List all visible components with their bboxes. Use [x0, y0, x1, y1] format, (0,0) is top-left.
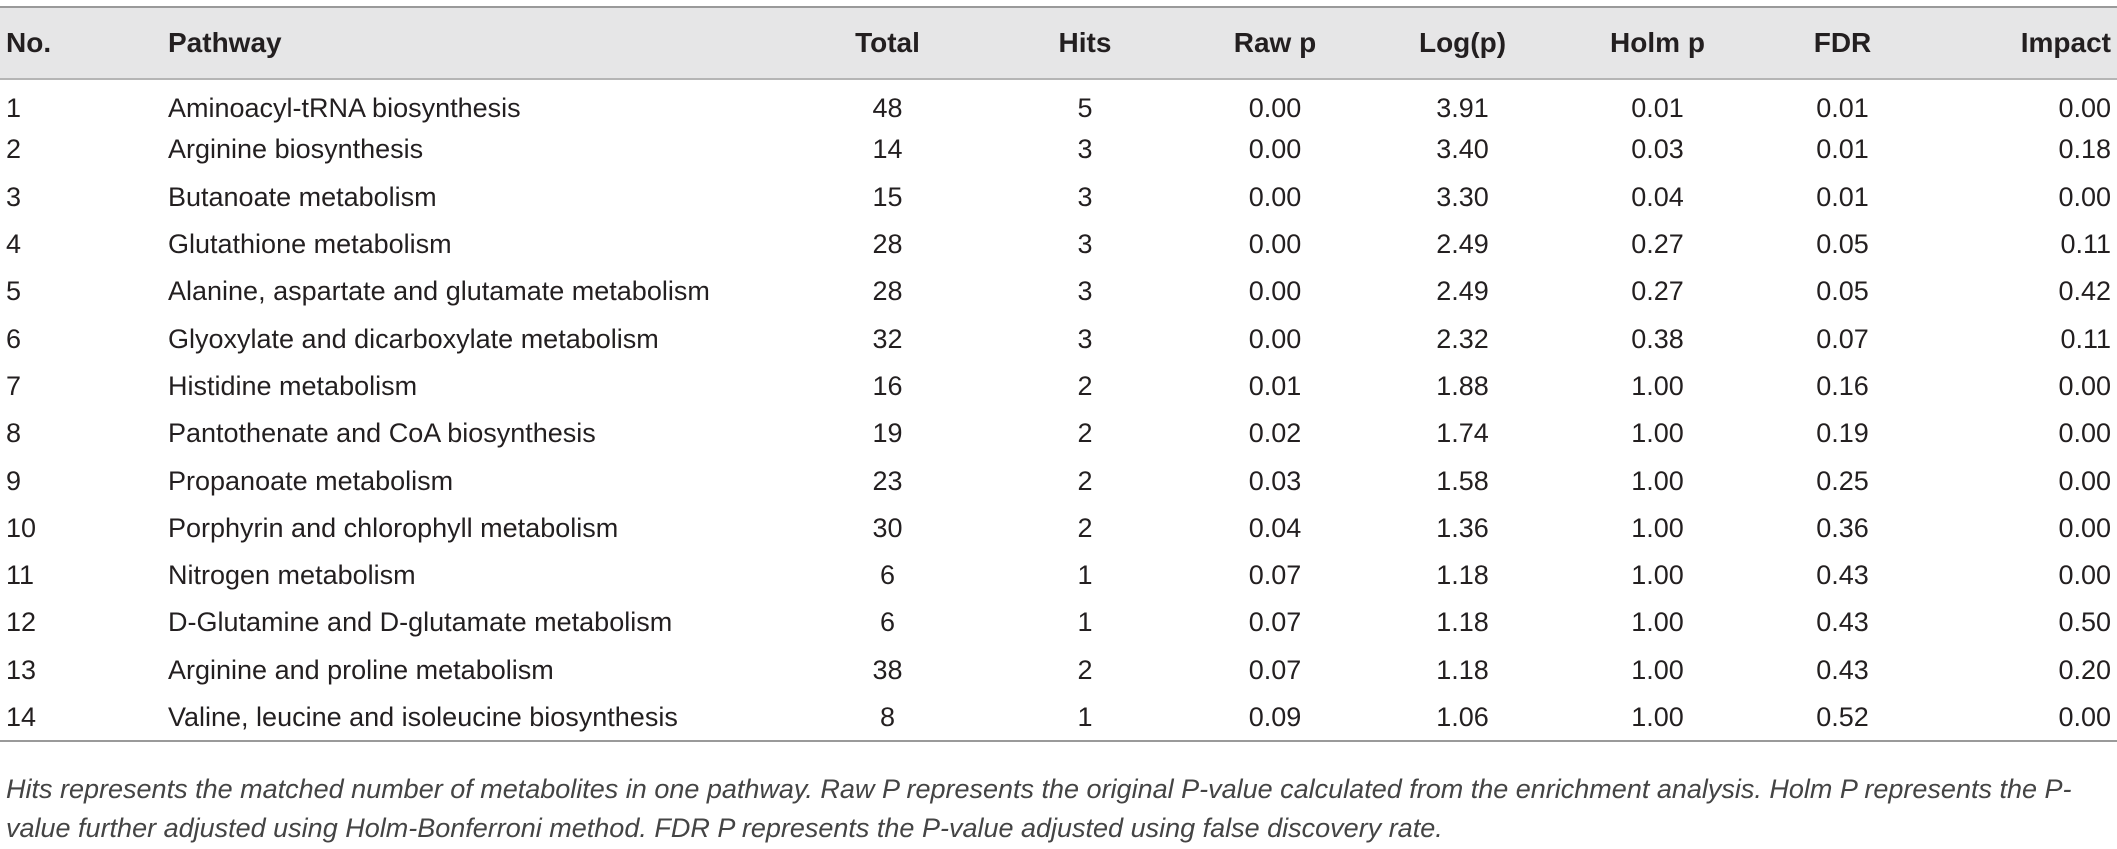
header-holm-p: Holm p [1560, 7, 1755, 79]
cell-no: 9 [6, 465, 22, 496]
cell-holm-p: 1.00 [1631, 370, 1684, 401]
cell-raw-p: 0.07 [1248, 607, 1302, 638]
cell-impact: 0.00 [2058, 465, 2111, 496]
cell-hits: 1 [1077, 607, 1093, 638]
cell-fdr: 0.36 [1816, 512, 1869, 543]
cell-hits: 2 [1077, 512, 1093, 543]
table-row [0, 410, 2117, 457]
cell-raw-p: 0.07 [1248, 560, 1302, 591]
cell-impact: 0.18 [2058, 134, 2111, 165]
cell-impact: 0.00 [2058, 560, 2111, 591]
table-row [0, 268, 2117, 315]
cell-holm-p: 0.03 [1631, 134, 1684, 165]
cell-hits: 1 [1077, 560, 1093, 591]
cell-impact: 0.11 [2060, 323, 2111, 354]
cell-holm-p: 1.00 [1631, 465, 1684, 496]
table-row [0, 694, 2117, 741]
cell-pathway: Arginine biosynthesis [168, 134, 424, 165]
cell-total: 15 [872, 181, 903, 212]
cell-pathway: Arginine and proline metabolism [168, 654, 554, 685]
table-body [0, 79, 2117, 741]
table-row [0, 174, 2117, 221]
cell-pathway: Porphyrin and chlorophyll metabolism [168, 512, 619, 543]
cell-no: 7 [6, 370, 22, 401]
cell-log-p: 2.32 [1436, 323, 1489, 354]
cell-holm-p: 1.00 [1631, 607, 1684, 638]
cell-fdr: 0.16 [1816, 370, 1869, 401]
cell-fdr: 0.05 [1816, 229, 1869, 260]
cell-fdr: 0.01 [1816, 134, 1869, 165]
cell-total: 38 [872, 654, 903, 685]
cell-fdr: 0.52 [1755, 694, 1930, 741]
cell-raw-p: 0.03 [1248, 465, 1302, 496]
cell-log-p: 2.49 [1436, 229, 1489, 260]
cell-no: 14 [0, 694, 168, 741]
cell-log-p: 3.30 [1436, 181, 1489, 212]
cell-pathway: Valine, leucine and isoleucine biosynthesis [168, 694, 790, 741]
cell-total: 19 [872, 418, 903, 449]
cell-total: 30 [872, 512, 903, 543]
cell-total: 28 [872, 229, 903, 260]
cell-impact: 0.00 [2058, 181, 2111, 212]
cell-log-p: 1.36 [1436, 512, 1489, 543]
cell-hits: 5 [1077, 92, 1093, 123]
cell-hits: 2 [1077, 654, 1093, 685]
cell-fdr: 0.43 [1816, 607, 1869, 638]
cell-holm-p: 0.27 [1631, 229, 1684, 260]
pathway-table-container [0, 6, 2117, 742]
cell-impact: 0.00 [2058, 512, 2111, 543]
cell-log-p: 1.74 [1436, 418, 1489, 449]
cell-hits: 2 [1077, 418, 1093, 449]
cell-hits: 3 [1077, 181, 1093, 212]
cell-raw-p: 0.00 [1248, 134, 1302, 165]
cell-holm-p: 1.00 [1631, 512, 1684, 543]
cell-raw-p: 0.00 [1248, 92, 1302, 123]
cell-fdr: 0.25 [1816, 465, 1869, 496]
cell-log-p: 2.49 [1436, 276, 1489, 307]
cell-total: 23 [872, 465, 903, 496]
table-row [0, 363, 2117, 410]
cell-raw-p: 0.00 [1248, 181, 1302, 212]
cell-pathway: Histidine metabolism [168, 370, 418, 401]
cell-impact: 0.42 [2058, 276, 2111, 307]
cell-impact: 0.00 [2058, 370, 2111, 401]
cell-no: 3 [6, 181, 22, 212]
cell-total: 48 [872, 92, 903, 123]
cell-raw-p: 0.00 [1248, 276, 1302, 307]
cell-hits: 3 [1077, 229, 1093, 260]
header-pathway: Pathway [168, 7, 790, 79]
cell-holm-p: 1.00 [1631, 560, 1684, 591]
cell-raw-p: 0.09 [1185, 694, 1365, 741]
cell-pathway: Glutathione metabolism [168, 229, 452, 260]
table-row [0, 79, 2117, 126]
cell-log-p: 1.18 [1436, 607, 1489, 638]
cell-holm-p: 0.04 [1631, 181, 1684, 212]
cell-impact: 0.50 [2058, 607, 2111, 638]
cell-raw-p: 0.00 [1248, 229, 1302, 260]
cell-no: 1 [6, 92, 22, 123]
cell-no: 8 [6, 418, 22, 449]
cell-holm-p: 0.38 [1631, 323, 1684, 354]
table-row [0, 599, 2117, 646]
cell-holm-p: 1.00 [1560, 694, 1755, 741]
cell-log-p: 1.58 [1436, 465, 1489, 496]
cell-total: 6 [879, 607, 896, 638]
cell-pathway: Aminoacyl-tRNA biosynthesis [168, 92, 521, 123]
table-row [0, 315, 2117, 362]
cell-raw-p: 0.07 [1248, 654, 1302, 685]
cell-log-p: 3.40 [1436, 134, 1489, 165]
cell-fdr: 0.07 [1816, 323, 1869, 354]
cell-pathway: Pantothenate and CoA biosynthesis [168, 418, 596, 449]
cell-no: 12 [6, 607, 37, 638]
cell-holm-p: 1.00 [1631, 418, 1684, 449]
cell-no: 2 [6, 134, 22, 165]
cell-total: 28 [872, 276, 903, 307]
cell-hits: 1 [985, 694, 1185, 741]
cell-raw-p: 0.04 [1248, 512, 1302, 543]
table-row [0, 457, 2117, 504]
cell-fdr: 0.05 [1816, 276, 1869, 307]
cell-hits: 3 [1077, 323, 1093, 354]
cell-fdr: 0.01 [1816, 181, 1869, 212]
header-no: No. [0, 7, 168, 79]
cell-pathway: Propanoate metabolism [168, 465, 454, 496]
header-hits: Hits [985, 7, 1185, 79]
cell-log-p: 3.91 [1436, 92, 1489, 123]
cell-no: 6 [6, 323, 22, 354]
cell-no: 11 [6, 560, 35, 591]
table-footnote: Hits represents the matched number of metabolites in one pathway. Raw P represents the original P-value calculated from the enrichment analysis. Holm P represents the P-value further adjusted using Holm-Bonferroni method. FDR P represents the P-value adjusted using false discovery rate. [6, 774, 2072, 843]
header-log-p: Log(p) [1365, 7, 1560, 79]
header-raw-p: Raw p [1185, 7, 1365, 79]
header-total: Total [790, 7, 985, 79]
cell-impact: 0.11 [2060, 229, 2111, 260]
table-row [0, 647, 2117, 694]
cell-raw-p: 0.00 [1248, 323, 1302, 354]
cell-impact: 0.00 [2058, 92, 2111, 123]
table-row [0, 552, 2117, 599]
cell-fdr: 0.19 [1816, 418, 1869, 449]
cell-holm-p: 1.00 [1631, 654, 1684, 685]
cell-pathway: D-Glutamine and D-glutamate metabolism [168, 607, 673, 638]
cell-pathway: Nitrogen metabolism [168, 560, 416, 591]
header-impact: Impact [1930, 7, 2117, 79]
cell-no: 4 [6, 229, 22, 260]
table-row [0, 505, 2117, 552]
cell-log-p: 1.18 [1436, 560, 1489, 591]
cell-fdr: 0.01 [1816, 92, 1869, 123]
cell-pathway: Butanoate metabolism [168, 181, 437, 212]
cell-impact: 0.00 [1930, 694, 2117, 741]
cell-total: 32 [872, 323, 903, 354]
cell-impact: 0.00 [2058, 418, 2111, 449]
cell-no: 5 [6, 276, 22, 307]
cell-pathway: Alanine, aspartate and glutamate metabolism [168, 276, 710, 307]
table-row [0, 126, 2117, 173]
cell-log-p: 1.06 [1365, 694, 1560, 741]
cell-total: 8 [790, 694, 985, 741]
cell-hits: 3 [1077, 134, 1093, 165]
cell-pathway: Glyoxylate and dicarboxylate metabolism [168, 323, 659, 354]
cell-no: 10 [6, 512, 37, 543]
cell-total: 6 [879, 560, 896, 591]
table-row [0, 221, 2117, 268]
cell-log-p: 1.18 [1436, 654, 1489, 685]
cell-raw-p: 0.01 [1248, 370, 1302, 401]
cell-holm-p: 0.01 [1631, 92, 1684, 123]
cell-total: 14 [872, 134, 903, 165]
pathway-enrichment-table [0, 6, 2117, 742]
table-header-row [0, 7, 2117, 79]
cell-hits: 3 [1077, 276, 1093, 307]
cell-fdr: 0.43 [1816, 560, 1869, 591]
cell-hits: 2 [1077, 465, 1093, 496]
cell-total: 16 [872, 370, 903, 401]
cell-fdr: 0.43 [1816, 654, 1869, 685]
header-fdr: FDR [1755, 7, 1930, 79]
cell-raw-p: 0.02 [1248, 418, 1302, 449]
cell-log-p: 1.88 [1436, 370, 1489, 401]
cell-hits: 2 [1077, 370, 1093, 401]
cell-no: 13 [6, 654, 37, 685]
cell-impact: 0.20 [2058, 654, 2111, 685]
cell-holm-p: 0.27 [1631, 276, 1684, 307]
